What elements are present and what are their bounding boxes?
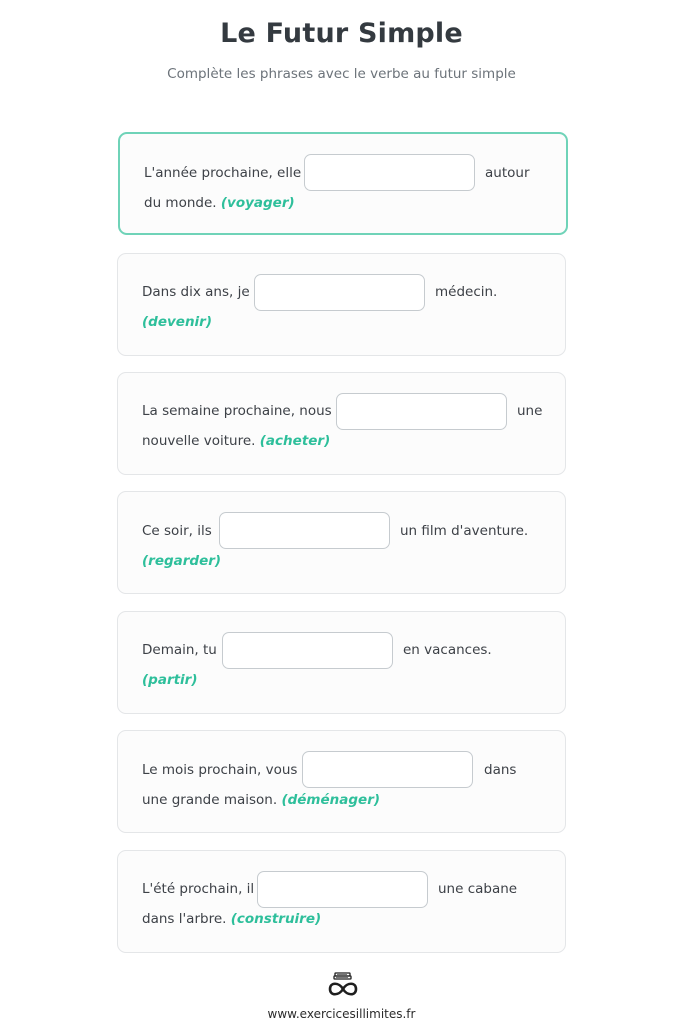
verb-hint: (acheter) [259,433,331,449]
sentence-end: une cabane [438,881,518,897]
answer-input-4[interactable] [219,512,390,549]
sentence-start: La semaine prochaine, nous [142,403,332,419]
sentence-end: dans [484,762,517,778]
website-url[interactable]: www.exercicesillimites.fr [267,1007,416,1021]
answer-input-3[interactable] [336,393,507,430]
sentence-line2 [142,911,321,927]
verb-hint: (regarder) [142,553,222,569]
sentence-line2 [142,792,380,808]
exercise-card-4 [117,491,566,594]
page-title: Le Futur Simple [220,18,463,49]
page-subtitle: Complète les phrases avec le verbe au futur simple [167,66,516,82]
sentence-start: Dans dix ans, je [142,284,250,300]
exercise-card-3 [117,372,566,475]
verb-hint: (voyager) [220,195,295,211]
exercise-card-6 [117,730,566,833]
sentence-start: Le mois prochain, vous [142,762,298,778]
verb-hint: (déménager) [281,792,381,808]
sentence-start: L'année prochaine, elle [144,165,302,181]
answer-input-5[interactable] [222,632,393,669]
exercise-card-5 [117,611,566,714]
verb-hint: (devenir) [142,314,213,330]
answer-input-2[interactable] [254,274,425,311]
answer-input-6[interactable] [302,751,473,788]
sentence-line2 [142,672,198,688]
answer-input-1[interactable] [304,154,475,191]
sentence-end: autour [485,165,530,181]
infinity-books-logo-icon [326,971,360,999]
exercise-card-1 [118,132,568,235]
sentence-end: un film d'aventure. [400,523,529,539]
sentence-line2 [142,433,330,449]
exercise-card-2 [117,253,566,356]
sentence-continuation: nouvelle voiture. [142,433,256,449]
sentence-end: une [517,403,543,419]
verb-hint: (partir) [142,672,198,688]
sentence-start: L'été prochain, il [142,881,255,897]
sentence-continuation: du monde. [144,195,217,211]
sentence-continuation: une grande maison. [142,792,278,808]
sentence-end: en vacances. [403,642,492,658]
verb-hint: (construire) [230,911,322,927]
sentence-start: Ce soir, ils [142,523,212,539]
sentence-line2 [142,314,212,330]
sentence-line2 [144,195,295,211]
sentence-end: médecin. [435,284,498,300]
sentence-line2 [142,553,221,569]
sentence-start: Demain, tu [142,642,217,658]
sentence-continuation: dans l'arbre. [142,911,227,927]
answer-input-7[interactable] [257,871,428,908]
exercise-card-7 [117,850,566,953]
